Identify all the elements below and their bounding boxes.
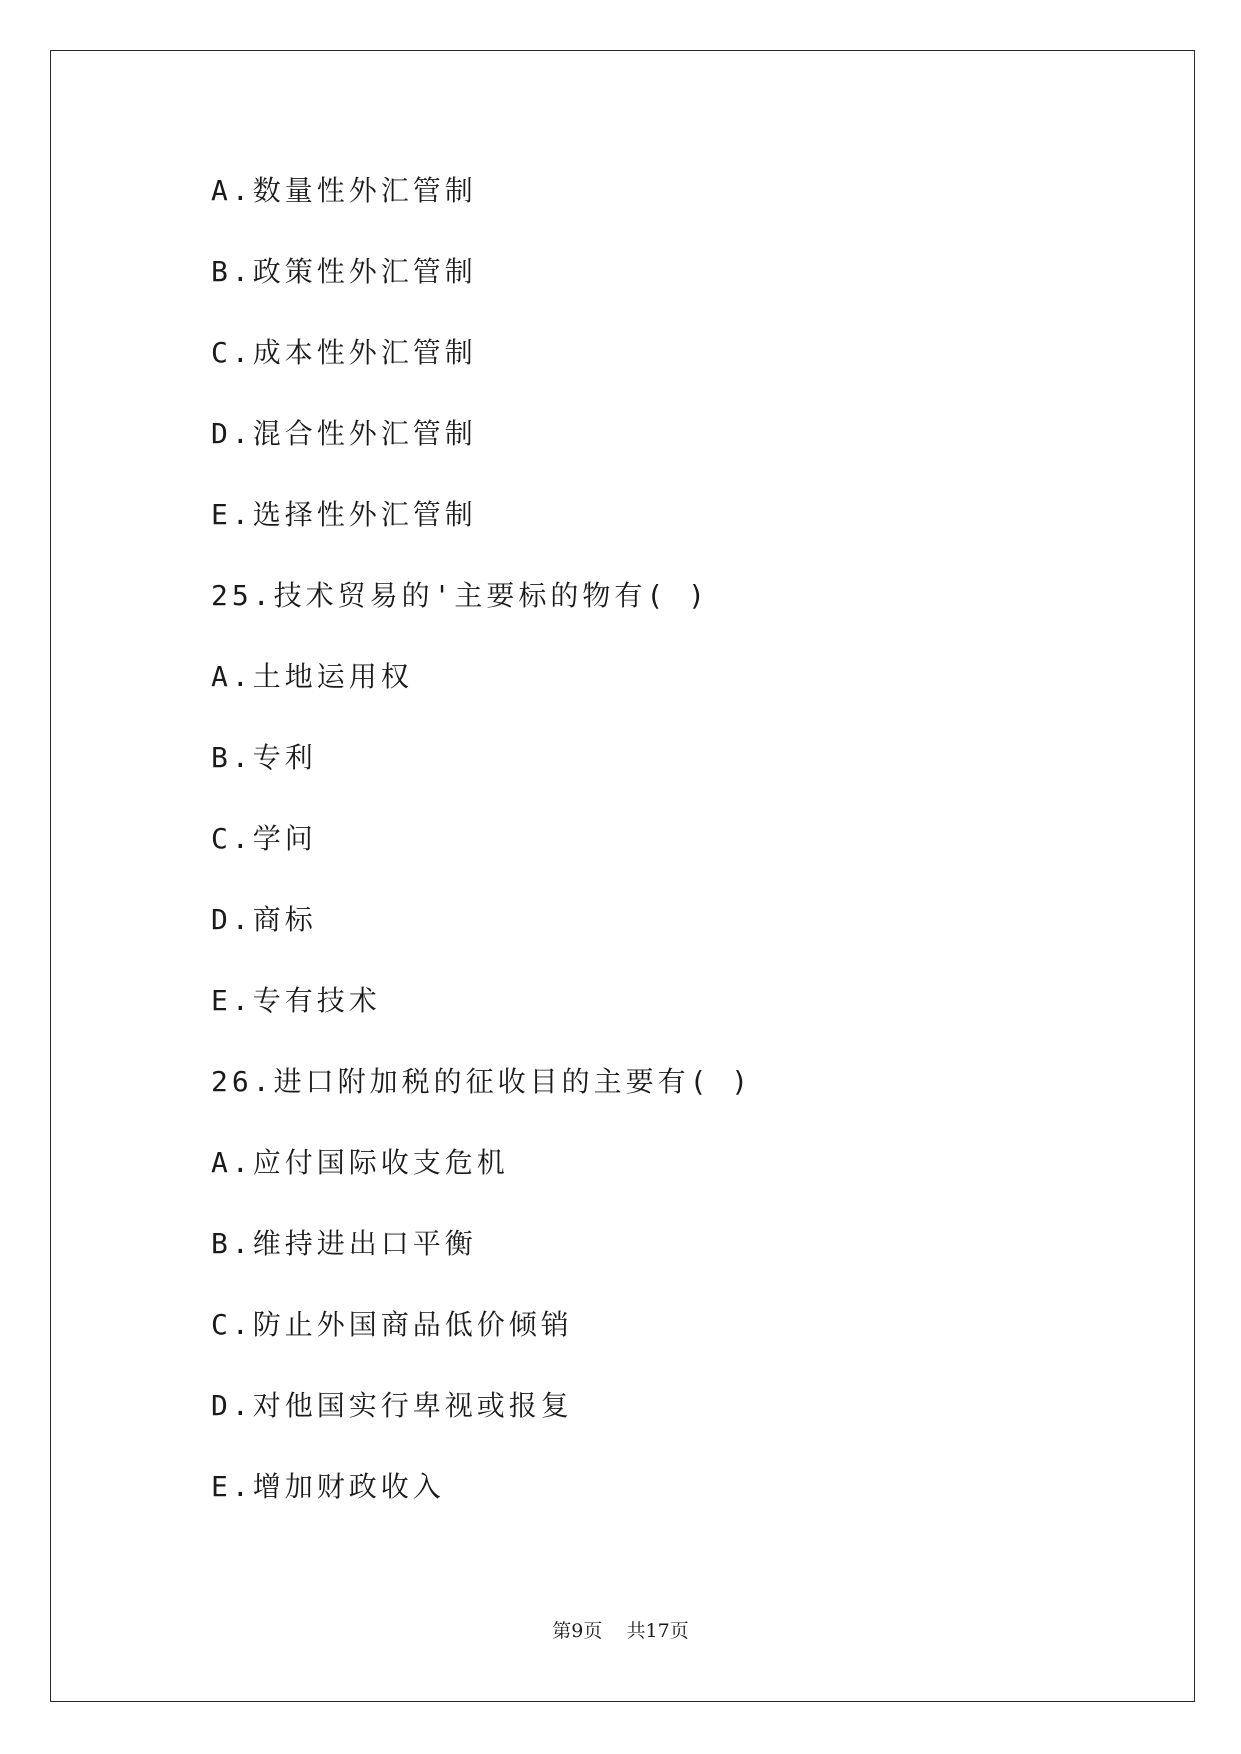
option-c-q24: C.成本性外汇管制	[211, 336, 477, 369]
option-b-q24: B.政策性外汇管制	[211, 255, 477, 288]
option-e-q26: E.增加财政收入	[211, 1470, 445, 1503]
option-d-q24: D.混合性外汇管制	[211, 417, 477, 450]
question-26: 26.进口附加税的征收目的主要有( )	[211, 1065, 753, 1098]
option-d-q25: D.商标	[211, 903, 317, 936]
option-a-q24: A.数量性外汇管制	[211, 174, 477, 207]
option-d-q26: D.对他国实行卑视或报复	[211, 1389, 573, 1422]
option-a-q25: A.土地运用权	[211, 660, 413, 693]
question-25: 25.技术贸易的'主要标的物有( )	[211, 579, 710, 612]
page-border	[50, 50, 1195, 1702]
option-e-q25: E.专有技术	[211, 984, 381, 1017]
page-total: 共17页	[626, 1620, 689, 1642]
option-a-q26: A.应付国际收支危机	[211, 1146, 509, 1179]
page-number: 第9页	[552, 1620, 603, 1642]
option-b-q26: B.维持进出口平衡	[211, 1227, 477, 1260]
option-e-q24: E.选择性外汇管制	[211, 498, 477, 531]
option-b-q25: B.专利	[211, 741, 317, 774]
option-c-q26: C.防止外国商品低价倾销	[211, 1308, 573, 1341]
page-footer	[0, 1622, 1241, 1641]
option-c-q25: C.学问	[211, 822, 317, 855]
